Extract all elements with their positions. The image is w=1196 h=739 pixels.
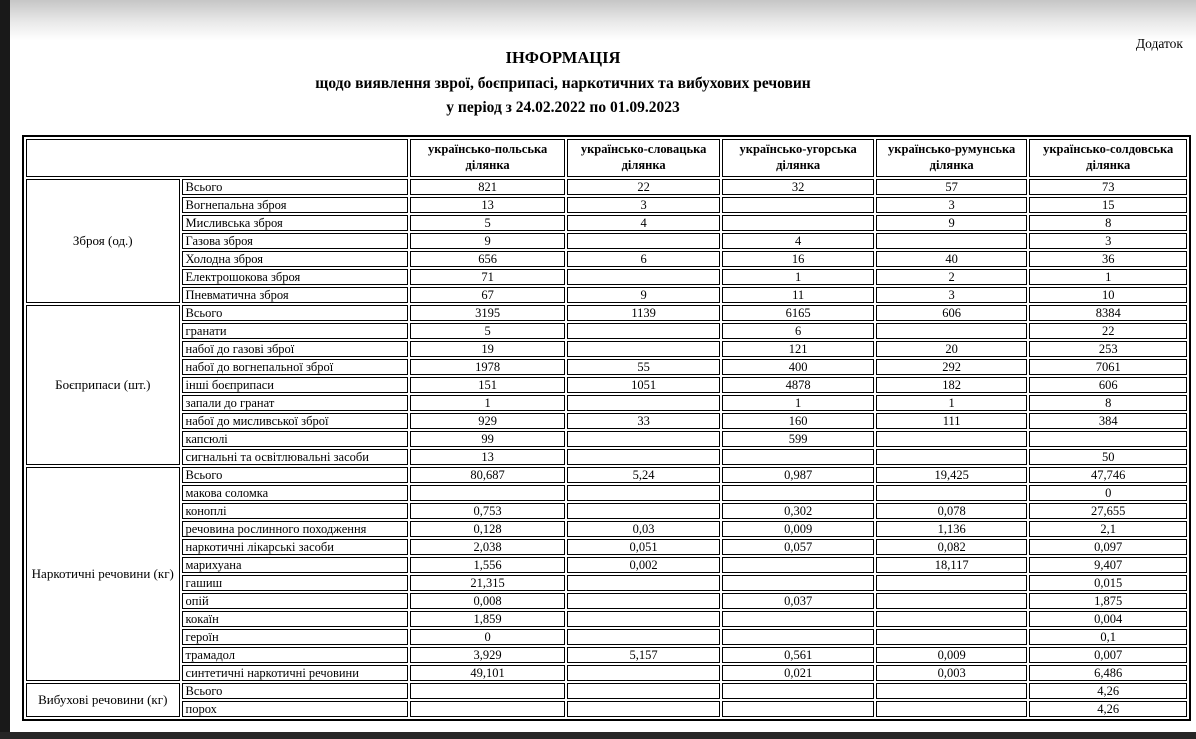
value-cell: 0,004 xyxy=(1029,611,1187,627)
table-row xyxy=(26,521,1187,537)
value-cell: 253 xyxy=(1029,341,1187,357)
value-cell: 160 xyxy=(722,413,874,429)
value-cell xyxy=(722,683,874,699)
row-label: капсюлі xyxy=(182,431,409,447)
row-label: гранати xyxy=(182,323,409,339)
value-cell: 9 xyxy=(567,287,721,303)
value-cell: 4,26 xyxy=(1029,683,1187,699)
column-header-slovak: українсько-словацька ділянка xyxy=(567,139,721,177)
table-row xyxy=(26,197,1187,213)
value-cell: 5,24 xyxy=(567,467,721,483)
value-cell xyxy=(876,233,1028,249)
value-cell: 121 xyxy=(722,341,874,357)
table-row xyxy=(26,593,1187,609)
value-cell: 13 xyxy=(410,449,565,465)
value-cell: 5,157 xyxy=(567,647,721,663)
value-cell: 20 xyxy=(876,341,1028,357)
table-row xyxy=(26,359,1187,375)
value-cell: 292 xyxy=(876,359,1028,375)
value-cell: 4878 xyxy=(722,377,874,393)
value-cell: 36 xyxy=(1029,251,1187,267)
row-label: героїн xyxy=(182,629,409,645)
value-cell: 4,26 xyxy=(1029,701,1187,717)
row-label: Газова зброя xyxy=(182,233,409,249)
row-label: інші боєприпаси xyxy=(182,377,409,393)
value-cell: 2,1 xyxy=(1029,521,1187,537)
value-cell xyxy=(567,449,721,465)
row-label: набої до вогнепальної зброї xyxy=(182,359,409,375)
row-label: Всього xyxy=(182,683,409,699)
value-cell: 8384 xyxy=(1029,305,1187,321)
value-cell: 67 xyxy=(410,287,565,303)
value-cell xyxy=(567,485,721,501)
value-cell: 0 xyxy=(410,629,565,645)
value-cell xyxy=(567,629,721,645)
value-cell: 0,003 xyxy=(876,665,1028,681)
value-cell: 1 xyxy=(876,395,1028,411)
table-row xyxy=(26,413,1187,429)
value-cell: 1 xyxy=(410,395,565,411)
row-label: Холодна зброя xyxy=(182,251,409,267)
value-cell: 55 xyxy=(567,359,721,375)
table-row xyxy=(26,629,1187,645)
value-cell: 40 xyxy=(876,251,1028,267)
column-header-moldovan: українсько-солдовська ділянка xyxy=(1029,139,1187,177)
row-label: набої до газові зброї xyxy=(182,341,409,357)
table-row xyxy=(26,647,1187,663)
document-title-block xyxy=(0,48,1126,117)
row-label: речовина рослинного походження xyxy=(182,521,409,537)
table-row xyxy=(26,377,1187,393)
page-subtitle: щодо виявлення зврої, боєприпасі, наркотичних та вибухових речовин xyxy=(315,75,811,92)
value-cell: 15 xyxy=(1029,197,1187,213)
table-row xyxy=(26,341,1187,357)
value-cell: 3 xyxy=(876,287,1028,303)
value-cell: 9,407 xyxy=(1029,557,1187,573)
row-label: набої до мисливської зброї xyxy=(182,413,409,429)
value-cell: 9 xyxy=(876,215,1028,231)
page-title: ІНФОРМАЦІЯ xyxy=(505,48,621,67)
value-cell: 0,037 xyxy=(722,593,874,609)
value-cell: 11 xyxy=(722,287,874,303)
value-cell: 19 xyxy=(410,341,565,357)
value-cell: 0,007 xyxy=(1029,647,1187,663)
row-label: трамадол xyxy=(182,647,409,663)
row-label: Вогнепальна зброя xyxy=(182,197,409,213)
value-cell: 16 xyxy=(722,251,874,267)
value-cell xyxy=(567,611,721,627)
value-cell xyxy=(567,593,721,609)
value-cell: 0,078 xyxy=(876,503,1028,519)
value-cell: 22 xyxy=(567,179,721,195)
value-cell: 0,987 xyxy=(722,467,874,483)
value-cell: 8 xyxy=(1029,395,1187,411)
value-cell xyxy=(722,197,874,213)
value-cell xyxy=(567,701,721,717)
value-cell: 73 xyxy=(1029,179,1187,195)
page-period: у період з 24.02.2022 по 01.09.2023 xyxy=(446,99,680,116)
row-label: коноплі xyxy=(182,503,409,519)
value-cell xyxy=(410,683,565,699)
value-cell: 27,655 xyxy=(1029,503,1187,519)
value-cell xyxy=(567,341,721,357)
value-cell: 0,009 xyxy=(876,647,1028,663)
section-label: Вибухові речовини (кг) xyxy=(26,683,180,717)
row-label: Електрошокова зброя xyxy=(182,269,409,285)
value-cell xyxy=(567,233,721,249)
value-cell: 1 xyxy=(722,269,874,285)
value-cell: 0 xyxy=(1029,485,1187,501)
value-cell: 0,561 xyxy=(722,647,874,663)
value-cell xyxy=(876,629,1028,645)
value-cell: 10 xyxy=(1029,287,1187,303)
value-cell: 0,051 xyxy=(567,539,721,555)
value-cell: 0,03 xyxy=(567,521,721,537)
value-cell: 1139 xyxy=(567,305,721,321)
value-cell: 4 xyxy=(567,215,721,231)
value-cell: 151 xyxy=(410,377,565,393)
value-cell: 33 xyxy=(567,413,721,429)
value-cell: 0,008 xyxy=(410,593,565,609)
value-cell xyxy=(876,485,1028,501)
value-cell: 0,009 xyxy=(722,521,874,537)
value-cell: 4 xyxy=(722,233,874,249)
table-row xyxy=(26,305,1187,321)
value-cell: 182 xyxy=(876,377,1028,393)
value-cell: 22 xyxy=(1029,323,1187,339)
table-row xyxy=(26,467,1187,483)
column-header-polish: українсько-польська ділянка xyxy=(410,139,565,177)
table-row xyxy=(26,323,1187,339)
value-cell xyxy=(876,701,1028,717)
value-cell: 1,875 xyxy=(1029,593,1187,609)
value-cell xyxy=(876,323,1028,339)
value-cell: 6,486 xyxy=(1029,665,1187,681)
value-cell: 0,057 xyxy=(722,539,874,555)
value-cell xyxy=(567,323,721,339)
value-cell: 18,117 xyxy=(876,557,1028,573)
table-row xyxy=(26,665,1187,681)
value-cell: 6165 xyxy=(722,305,874,321)
value-cell: 3 xyxy=(567,197,721,213)
value-cell: 1051 xyxy=(567,377,721,393)
table-row xyxy=(26,485,1187,501)
row-label: гашиш xyxy=(182,575,409,591)
value-cell: 0,128 xyxy=(410,521,565,537)
table-row xyxy=(26,449,1187,465)
value-cell xyxy=(876,431,1028,447)
value-cell: 5 xyxy=(410,215,565,231)
value-cell: 111 xyxy=(876,413,1028,429)
row-label: опій xyxy=(182,593,409,609)
value-cell: 0,302 xyxy=(722,503,874,519)
table-row xyxy=(26,233,1187,249)
value-cell: 0,1 xyxy=(1029,629,1187,645)
value-cell: 599 xyxy=(722,431,874,447)
row-label: Пневматична зброя xyxy=(182,287,409,303)
value-cell xyxy=(567,503,721,519)
section-label: Наркотичні речовини (кг) xyxy=(26,467,180,681)
value-cell: 80,687 xyxy=(410,467,565,483)
table-row xyxy=(26,395,1187,411)
value-cell: 821 xyxy=(410,179,565,195)
left-edge-bar xyxy=(0,0,10,739)
value-cell: 7061 xyxy=(1029,359,1187,375)
table-row xyxy=(26,179,1187,195)
value-cell: 1,136 xyxy=(876,521,1028,537)
value-cell xyxy=(1029,431,1187,447)
value-cell: 32 xyxy=(722,179,874,195)
value-cell xyxy=(722,629,874,645)
info-table xyxy=(22,135,1191,721)
table-row xyxy=(26,431,1187,447)
table-row xyxy=(26,683,1187,699)
value-cell: 6 xyxy=(722,323,874,339)
value-cell xyxy=(567,395,721,411)
value-cell: 71 xyxy=(410,269,565,285)
value-cell xyxy=(567,683,721,699)
column-header-hungarian: українсько-угорська ділянка xyxy=(722,139,874,177)
bottom-edge-bar xyxy=(0,732,1196,739)
table-row xyxy=(26,557,1187,573)
value-cell: 0,753 xyxy=(410,503,565,519)
table-row xyxy=(26,575,1187,591)
row-label: Всього xyxy=(182,305,409,321)
value-cell xyxy=(876,575,1028,591)
value-cell: 1,859 xyxy=(410,611,565,627)
table-row xyxy=(26,611,1187,627)
row-label: наркотичні лікарські засоби xyxy=(182,539,409,555)
value-cell: 3195 xyxy=(410,305,565,321)
value-cell xyxy=(876,449,1028,465)
table-row xyxy=(26,539,1187,555)
section-label: Зброя (од.) xyxy=(26,179,180,303)
value-cell: 0,097 xyxy=(1029,539,1187,555)
table-body xyxy=(26,179,1187,717)
value-cell: 656 xyxy=(410,251,565,267)
value-cell xyxy=(722,449,874,465)
value-cell: 9 xyxy=(410,233,565,249)
row-label: Всього xyxy=(182,179,409,195)
column-header-romanian: українсько-румунська ділянка xyxy=(876,139,1028,177)
value-cell: 1 xyxy=(1029,269,1187,285)
table-row xyxy=(26,287,1187,303)
value-cell: 21,315 xyxy=(410,575,565,591)
value-cell xyxy=(722,611,874,627)
header-row xyxy=(26,139,1187,177)
row-label: синтетичні наркотичні речовини xyxy=(182,665,409,681)
value-cell xyxy=(722,575,874,591)
table-row xyxy=(26,215,1187,231)
page-top-shadow xyxy=(0,0,1196,40)
section-label: Боєприпаси (шт.) xyxy=(26,305,180,465)
row-label: Всього xyxy=(182,467,409,483)
value-cell: 0,082 xyxy=(876,539,1028,555)
value-cell xyxy=(410,701,565,717)
value-cell xyxy=(410,485,565,501)
value-cell: 1978 xyxy=(410,359,565,375)
row-label: марихуана xyxy=(182,557,409,573)
value-cell xyxy=(567,665,721,681)
value-cell xyxy=(567,431,721,447)
table-row xyxy=(26,269,1187,285)
value-cell xyxy=(876,593,1028,609)
value-cell: 1,556 xyxy=(410,557,565,573)
value-cell xyxy=(722,215,874,231)
info-table-wrapper xyxy=(22,135,1191,721)
annex-label: Додаток xyxy=(1135,36,1183,51)
value-cell xyxy=(722,485,874,501)
value-cell: 2 xyxy=(876,269,1028,285)
row-label: запали до гранат xyxy=(182,395,409,411)
row-label: кокаїн xyxy=(182,611,409,627)
value-cell xyxy=(567,575,721,591)
value-cell: 99 xyxy=(410,431,565,447)
value-cell xyxy=(876,683,1028,699)
row-label: Мисливська зброя xyxy=(182,215,409,231)
value-cell xyxy=(722,701,874,717)
value-cell xyxy=(876,611,1028,627)
value-cell: 3 xyxy=(1029,233,1187,249)
value-cell: 49,101 xyxy=(410,665,565,681)
table-row xyxy=(26,251,1187,267)
value-cell: 57 xyxy=(876,179,1028,195)
value-cell: 5 xyxy=(410,323,565,339)
value-cell: 606 xyxy=(876,305,1028,321)
value-cell: 47,746 xyxy=(1029,467,1187,483)
value-cell: 929 xyxy=(410,413,565,429)
value-cell: 0,021 xyxy=(722,665,874,681)
value-cell xyxy=(722,557,874,573)
value-cell: 8 xyxy=(1029,215,1187,231)
value-cell: 0,015 xyxy=(1029,575,1187,591)
value-cell: 3 xyxy=(876,197,1028,213)
table-row xyxy=(26,503,1187,519)
value-cell xyxy=(567,269,721,285)
table-row xyxy=(26,701,1187,717)
value-cell: 606 xyxy=(1029,377,1187,393)
row-label: макова соломка xyxy=(182,485,409,501)
value-cell: 6 xyxy=(567,251,721,267)
row-label: сигнальні та освітлювальні засоби xyxy=(182,449,409,465)
value-cell: 2,038 xyxy=(410,539,565,555)
value-cell: 13 xyxy=(410,197,565,213)
value-cell: 1 xyxy=(722,395,874,411)
row-label: порох xyxy=(182,701,409,717)
value-cell: 400 xyxy=(722,359,874,375)
value-cell: 384 xyxy=(1029,413,1187,429)
value-cell: 3,929 xyxy=(410,647,565,663)
value-cell: 19,425 xyxy=(876,467,1028,483)
header-corner-cell xyxy=(26,139,408,177)
value-cell: 50 xyxy=(1029,449,1187,465)
value-cell: 0,002 xyxy=(567,557,721,573)
